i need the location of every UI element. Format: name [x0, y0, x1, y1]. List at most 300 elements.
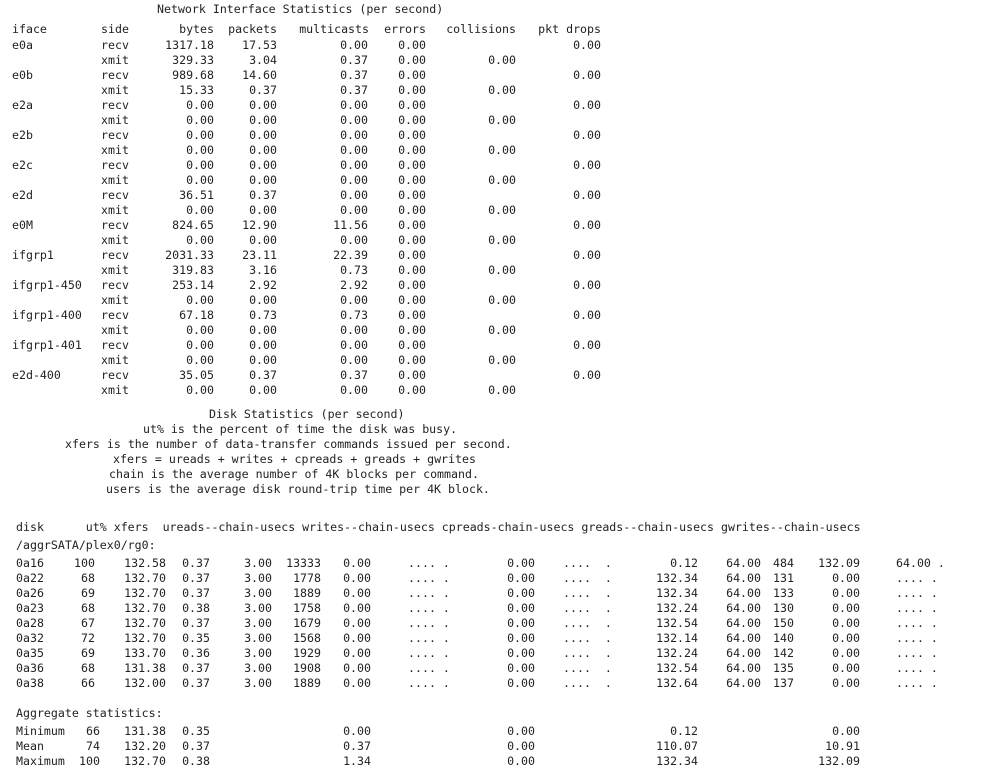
disk-cell: 64.00 — [726, 646, 761, 660]
disk-cell: 64.00 — [726, 586, 761, 600]
network-cell: 0.00 — [186, 233, 214, 247]
network-cell: recv — [101, 158, 129, 172]
disk-row — [0, 556, 998, 571]
network-cell: 0.00 — [398, 368, 426, 382]
disk-cell: 68 — [81, 601, 95, 615]
aggregate-cell: 0.00 — [507, 754, 535, 768]
aggregate-cell: 100 — [79, 754, 100, 768]
network-row — [0, 113, 998, 128]
network-row — [0, 128, 998, 143]
disk-cell: 132.70 — [124, 586, 166, 600]
raid-group-path: /aggrSATA/plex0/rg0: — [16, 538, 156, 552]
network-cell: xmit — [101, 143, 129, 157]
disk-row — [0, 571, 998, 586]
disk-cell: 0.00 — [832, 676, 860, 690]
disk-row — [0, 616, 998, 631]
network-row — [0, 38, 998, 53]
disk-row — [0, 586, 998, 601]
network-cell: 3.04 — [249, 53, 277, 67]
disk-cell: .... . — [896, 631, 938, 645]
disk-cell: 1889 — [293, 586, 321, 600]
disk-cell: 3.00 — [244, 616, 272, 630]
network-cell: 0.00 — [398, 188, 426, 202]
disk-cell: .... . — [563, 646, 612, 660]
disk-title: Disk Statistics (per second) — [209, 407, 405, 421]
disk-cell: 133 — [773, 586, 794, 600]
network-row — [0, 368, 998, 383]
disk-cell: 3.00 — [244, 661, 272, 675]
network-cell: 0.37 — [340, 68, 368, 82]
disk-cell: 0.00 — [343, 676, 371, 690]
network-cell: e0M — [12, 218, 33, 232]
disk-cell: 132.24 — [656, 646, 698, 660]
network-cell: 0.00 — [186, 98, 214, 112]
network-row — [0, 188, 998, 203]
disk-cell: 132.54 — [656, 616, 698, 630]
disk-cell: .... . — [408, 646, 450, 660]
network-cell: 989.68 — [172, 68, 214, 82]
disk-cell: .... . — [408, 631, 450, 645]
disk-row — [0, 661, 998, 676]
network-cell: 0.00 — [488, 83, 516, 97]
network-cell: 0.00 — [340, 38, 368, 52]
aggregate-cell: 0.37 — [182, 739, 210, 753]
disk-cell: 0.00 — [343, 556, 371, 570]
disk-cell: 3.00 — [244, 676, 272, 690]
disk-cell: .... . — [408, 571, 450, 585]
network-cell: 0.00 — [398, 98, 426, 112]
network-cell: 0.00 — [340, 158, 368, 172]
disk-note-line: chain is the average number of 4K blocks per command. — [109, 467, 479, 481]
aggregate-title: Aggregate statistics: — [16, 706, 163, 720]
network-cell: 0.00 — [249, 338, 277, 352]
disk-cell: 0a22 — [16, 571, 44, 585]
disk-cell: 0a16 — [16, 556, 44, 570]
network-row — [0, 203, 998, 218]
network-cell: 0.37 — [249, 188, 277, 202]
network-cell: 0.00 — [186, 323, 214, 337]
network-cell: 17.53 — [242, 38, 277, 52]
disk-cell: 64.00 — [726, 571, 761, 585]
network-cell: 0.00 — [398, 158, 426, 172]
disk-cell: 0.00 — [507, 661, 535, 675]
disk-cell: .... . — [408, 676, 450, 690]
network-cell: 0.00 — [186, 293, 214, 307]
network-cell: 0.00 — [340, 113, 368, 127]
network-cell: 0.73 — [249, 308, 277, 322]
network-cell: recv — [101, 38, 129, 52]
disk-cell: .... . — [896, 676, 938, 690]
disk-row — [0, 676, 998, 691]
disk-cell: 0.00 — [832, 601, 860, 615]
disk-note-line: users is the average disk round-trip time per 4K block. — [106, 482, 490, 496]
disk-cell: 0.37 — [182, 556, 210, 570]
network-cell: 67.18 — [179, 308, 214, 322]
network-cell: 329.33 — [172, 53, 214, 67]
network-cell: 0.00 — [340, 293, 368, 307]
disk-cell: 69 — [81, 586, 95, 600]
disk-cell: .... . — [408, 601, 450, 615]
network-cell: e2b — [12, 128, 33, 142]
disk-cell: 0.00 — [507, 601, 535, 615]
network-cell: 0.00 — [573, 68, 601, 82]
aggregate-cell: 0.00 — [832, 724, 860, 738]
aggregate-cell: 0.00 — [507, 724, 535, 738]
disk-cell: 100 — [74, 556, 95, 570]
network-cell: 0.00 — [488, 113, 516, 127]
network-cell: 0.00 — [340, 353, 368, 367]
disk-cell: .... . — [896, 571, 938, 585]
disk-cell: 64.00 . — [896, 556, 945, 570]
network-cell: 0.00 — [186, 173, 214, 187]
disk-cell: 0.00 — [343, 661, 371, 675]
network-cell: 3.16 — [249, 263, 277, 277]
disk-row — [0, 631, 998, 646]
network-cell: recv — [101, 188, 129, 202]
disk-cell: 1908 — [293, 661, 321, 675]
network-cell: e2c — [12, 158, 33, 172]
network-cell: 0.37 — [340, 83, 368, 97]
disk-cell: .... . — [408, 616, 450, 630]
disk-cell: 0a23 — [16, 601, 44, 615]
aggregate-cell: 0.35 — [182, 724, 210, 738]
aggregate-cell: 0.12 — [670, 724, 698, 738]
network-cell: recv — [101, 248, 129, 262]
disk-cell: 0a28 — [16, 616, 44, 630]
network-cell: 0.00 — [398, 38, 426, 52]
network-cell: recv — [101, 278, 129, 292]
disk-cell: 64.00 — [726, 676, 761, 690]
aggregate-row — [0, 754, 998, 769]
disk-cell: 1929 — [293, 646, 321, 660]
disk-cell: 0.00 — [507, 571, 535, 585]
network-cell: 0.00 — [249, 128, 277, 142]
disk-cell: .... . — [563, 661, 612, 675]
network-cell: recv — [101, 98, 129, 112]
network-cell: 0.00 — [488, 263, 516, 277]
aggregate-cell: Minimum — [16, 724, 65, 738]
disk-cell: 69 — [81, 646, 95, 660]
network-cell: 0.00 — [186, 353, 214, 367]
disk-cell: 0.00 — [507, 586, 535, 600]
network-cell: 0.00 — [573, 368, 601, 382]
network-cell: e0b — [12, 68, 33, 82]
aggregate-row — [0, 724, 998, 739]
disk-cell: 0.37 — [182, 676, 210, 690]
disk-cell: 3.00 — [244, 646, 272, 660]
network-cell: 0.00 — [340, 173, 368, 187]
disk-cell: 132.70 — [124, 571, 166, 585]
network-cell: 0.00 — [249, 143, 277, 157]
disk-cell: 0.00 — [832, 661, 860, 675]
network-cell: 253.14 — [172, 278, 214, 292]
network-row — [0, 338, 998, 353]
network-cell: 0.00 — [573, 248, 601, 262]
disk-cell: 484 — [773, 556, 794, 570]
network-cell: 15.33 — [179, 83, 214, 97]
network-cell: recv — [101, 128, 129, 142]
network-cell: 0.00 — [573, 38, 601, 52]
network-row — [0, 323, 998, 338]
disk-cell: 3.00 — [244, 556, 272, 570]
network-row — [0, 383, 998, 398]
network-row — [0, 68, 998, 83]
network-cell: 0.00 — [398, 173, 426, 187]
aggregate-cell: 1.34 — [343, 754, 371, 768]
network-cell: xmit — [101, 203, 129, 217]
disk-cell: 0a26 — [16, 586, 44, 600]
network-cell: 2.92 — [340, 278, 368, 292]
aggregate-cell: 0.00 — [507, 739, 535, 753]
disk-cell: 1778 — [293, 571, 321, 585]
disk-cell: 0.00 — [832, 616, 860, 630]
network-cell: 0.00 — [340, 233, 368, 247]
network-cell: 0.00 — [340, 323, 368, 337]
network-cell: 23.11 — [242, 248, 277, 262]
disk-cell: 132.34 — [656, 586, 698, 600]
network-cell: 0.00 — [398, 233, 426, 247]
network-cell: 0.00 — [573, 128, 601, 142]
disk-cell: 131 — [773, 571, 794, 585]
network-cell: 0.00 — [249, 233, 277, 247]
network-cell: 0.00 — [488, 143, 516, 157]
disk-cell: .... . — [408, 586, 450, 600]
disk-cell: 132.24 — [656, 601, 698, 615]
disk-cell: 3.00 — [244, 631, 272, 645]
network-cell: 0.00 — [249, 293, 277, 307]
network-cell: 0.73 — [340, 263, 368, 277]
network-cell: xmit — [101, 113, 129, 127]
disk-cell: .... . — [896, 586, 938, 600]
disk-cell: .... . — [896, 661, 938, 675]
disk-cell: 67 — [81, 616, 95, 630]
network-row — [0, 293, 998, 308]
network-cell: 0.37 — [340, 53, 368, 67]
network-cell: 0.00 — [340, 338, 368, 352]
network-cell: 0.00 — [249, 98, 277, 112]
disk-cell: 1568 — [293, 631, 321, 645]
disk-cell: 132.14 — [656, 631, 698, 645]
network-row — [0, 53, 998, 68]
disk-cell: 0.00 — [343, 601, 371, 615]
disk-row — [0, 646, 998, 661]
disk-cell: .... . — [563, 631, 612, 645]
network-cell: ifgrp1-400 — [12, 308, 82, 322]
network-cell: 0.00 — [398, 323, 426, 337]
disk-cell: 64.00 — [726, 601, 761, 615]
disk-cell: 140 — [773, 631, 794, 645]
network-cell: ifgrp1-401 — [12, 338, 82, 352]
disk-cell: .... . — [563, 586, 612, 600]
network-cell: 0.00 — [249, 323, 277, 337]
aggregate-cell: 132.20 — [124, 739, 166, 753]
network-cell: xmit — [101, 233, 129, 247]
network-cell: 12.90 — [242, 218, 277, 232]
disk-cell: 0.00 — [832, 586, 860, 600]
network-cell: 0.00 — [573, 98, 601, 112]
network-cell: 0.00 — [398, 248, 426, 262]
disk-cell: .... . — [896, 601, 938, 615]
network-cell: recv — [101, 218, 129, 232]
network-cell: ifgrp1-450 — [12, 278, 82, 292]
network-cell: 0.00 — [398, 128, 426, 142]
network-cell: 0.00 — [398, 53, 426, 67]
aggregate-cell: 110.07 — [656, 739, 698, 753]
disk-cell: 0.37 — [182, 616, 210, 630]
network-row — [0, 143, 998, 158]
disk-cell: 0.00 — [507, 556, 535, 570]
network-cell: 0.00 — [186, 128, 214, 142]
disk-cell: 0.36 — [182, 646, 210, 660]
disk-cell: 0.00 — [832, 631, 860, 645]
disk-cell: .... . — [563, 616, 612, 630]
network-cell: recv — [101, 308, 129, 322]
disk-cell: .... . — [563, 571, 612, 585]
network-cell: 35.05 — [179, 368, 214, 382]
network-header-cell: packets — [228, 22, 277, 36]
network-cell: 0.00 — [488, 203, 516, 217]
disk-cell: 132.00 — [124, 676, 166, 690]
network-cell: 0.00 — [573, 308, 601, 322]
disk-cell: 0.00 — [832, 646, 860, 660]
network-cell: 0.00 — [186, 338, 214, 352]
network-cell: 0.00 — [398, 203, 426, 217]
network-cell: 0.00 — [398, 83, 426, 97]
aggregate-cell: 132.70 — [124, 754, 166, 768]
disk-cell: 0.12 — [670, 556, 698, 570]
disk-cell: .... . — [563, 556, 612, 570]
disk-cell: 0.00 — [832, 571, 860, 585]
network-cell: 0.37 — [249, 368, 277, 382]
disk-cell: 64.00 — [726, 616, 761, 630]
network-row — [0, 158, 998, 173]
disk-cell: .... . — [896, 616, 938, 630]
disk-cell: 0.35 — [182, 631, 210, 645]
network-cell: 0.00 — [398, 68, 426, 82]
network-cell: 0.00 — [398, 113, 426, 127]
network-cell: 36.51 — [179, 188, 214, 202]
network-cell: 0.00 — [573, 218, 601, 232]
disk-cell: 132.54 — [656, 661, 698, 675]
aggregate-cell: Mean — [16, 739, 44, 753]
disk-cell: 0.00 — [507, 646, 535, 660]
disk-cell: 0a36 — [16, 661, 44, 675]
network-cell: 0.00 — [488, 353, 516, 367]
disk-cell: .... . — [408, 556, 450, 570]
network-cell: 0.00 — [249, 383, 277, 397]
network-row — [0, 263, 998, 278]
network-cell: xmit — [101, 353, 129, 367]
network-header-cell: side — [101, 22, 129, 36]
network-cell: 0.00 — [398, 143, 426, 157]
aggregate-cell: 0.00 — [343, 724, 371, 738]
network-header-row — [0, 22, 998, 37]
network-cell: 0.00 — [488, 53, 516, 67]
network-cell: 319.83 — [172, 263, 214, 277]
aggregate-cell: 132.09 — [818, 754, 860, 768]
network-cell: e2d-400 — [12, 368, 61, 382]
disk-cell: 64.00 — [726, 661, 761, 675]
network-cell: 0.00 — [573, 158, 601, 172]
network-cell: 0.00 — [488, 233, 516, 247]
disk-cell: 1758 — [293, 601, 321, 615]
network-cell: xmit — [101, 263, 129, 277]
network-header-cell: collisions — [446, 22, 516, 36]
disk-note-line: xfers = ureads + writes + cpreads + greads + gwrites — [113, 452, 476, 466]
disk-cell: 3.00 — [244, 601, 272, 615]
network-cell: 0.00 — [398, 338, 426, 352]
aggregate-cell: 131.38 — [124, 724, 166, 738]
disk-cell: 0.00 — [507, 616, 535, 630]
network-header-cell: pkt drops — [538, 22, 601, 36]
disk-cell: 132.34 — [656, 571, 698, 585]
network-cell: 14.60 — [242, 68, 277, 82]
network-cell: 0.00 — [573, 278, 601, 292]
disk-cell: 3.00 — [244, 586, 272, 600]
network-row — [0, 83, 998, 98]
aggregate-cell: 74 — [86, 739, 100, 753]
network-cell: 0.00 — [340, 128, 368, 142]
network-row — [0, 98, 998, 113]
network-cell: 0.00 — [186, 383, 214, 397]
network-cell: 0.00 — [249, 158, 277, 172]
network-cell: 0.00 — [249, 113, 277, 127]
network-header-cell: bytes — [179, 22, 214, 36]
disk-cell: 142 — [773, 646, 794, 660]
network-cell: 0.00 — [488, 293, 516, 307]
disk-cell: .... . — [896, 646, 938, 660]
disk-cell: 131.38 — [124, 661, 166, 675]
network-header-cell: errors — [384, 22, 426, 36]
disk-note-line: ut% is the percent of time the disk was busy. — [143, 422, 458, 436]
network-cell: 1317.18 — [165, 38, 214, 52]
network-row — [0, 218, 998, 233]
disk-cell: 133.70 — [124, 646, 166, 660]
disk-cell: 130 — [773, 601, 794, 615]
network-cell: recv — [101, 68, 129, 82]
disk-cell: 0a38 — [16, 676, 44, 690]
network-cell: ifgrp1 — [12, 248, 54, 262]
network-cell: e2a — [12, 98, 33, 112]
disk-cell: 68 — [81, 661, 95, 675]
network-cell: 11.56 — [333, 218, 368, 232]
disk-cell: 0.37 — [182, 586, 210, 600]
network-cell: 0.00 — [186, 143, 214, 157]
network-cell: 0.00 — [398, 263, 426, 277]
disk-cell: 135 — [773, 661, 794, 675]
disk-cell: 3.00 — [244, 571, 272, 585]
network-cell: recv — [101, 338, 129, 352]
network-cell: 0.00 — [340, 203, 368, 217]
disk-cell: 68 — [81, 571, 95, 585]
disk-cell: 132.70 — [124, 616, 166, 630]
network-cell: 0.00 — [249, 203, 277, 217]
network-cell: 0.37 — [340, 368, 368, 382]
disk-cell: 64.00 — [726, 631, 761, 645]
network-row — [0, 248, 998, 263]
network-cell: 0.00 — [488, 323, 516, 337]
network-cell: e2d — [12, 188, 33, 202]
disk-cell: 0.00 — [343, 646, 371, 660]
aggregate-cell: 10.91 — [825, 739, 860, 753]
disk-row — [0, 601, 998, 616]
network-cell: 0.00 — [398, 293, 426, 307]
disk-cell: .... . — [408, 661, 450, 675]
aggregate-cell: 66 — [86, 724, 100, 738]
disk-cell: 137 — [773, 676, 794, 690]
network-cell: 0.37 — [249, 83, 277, 97]
network-cell: xmit — [101, 173, 129, 187]
